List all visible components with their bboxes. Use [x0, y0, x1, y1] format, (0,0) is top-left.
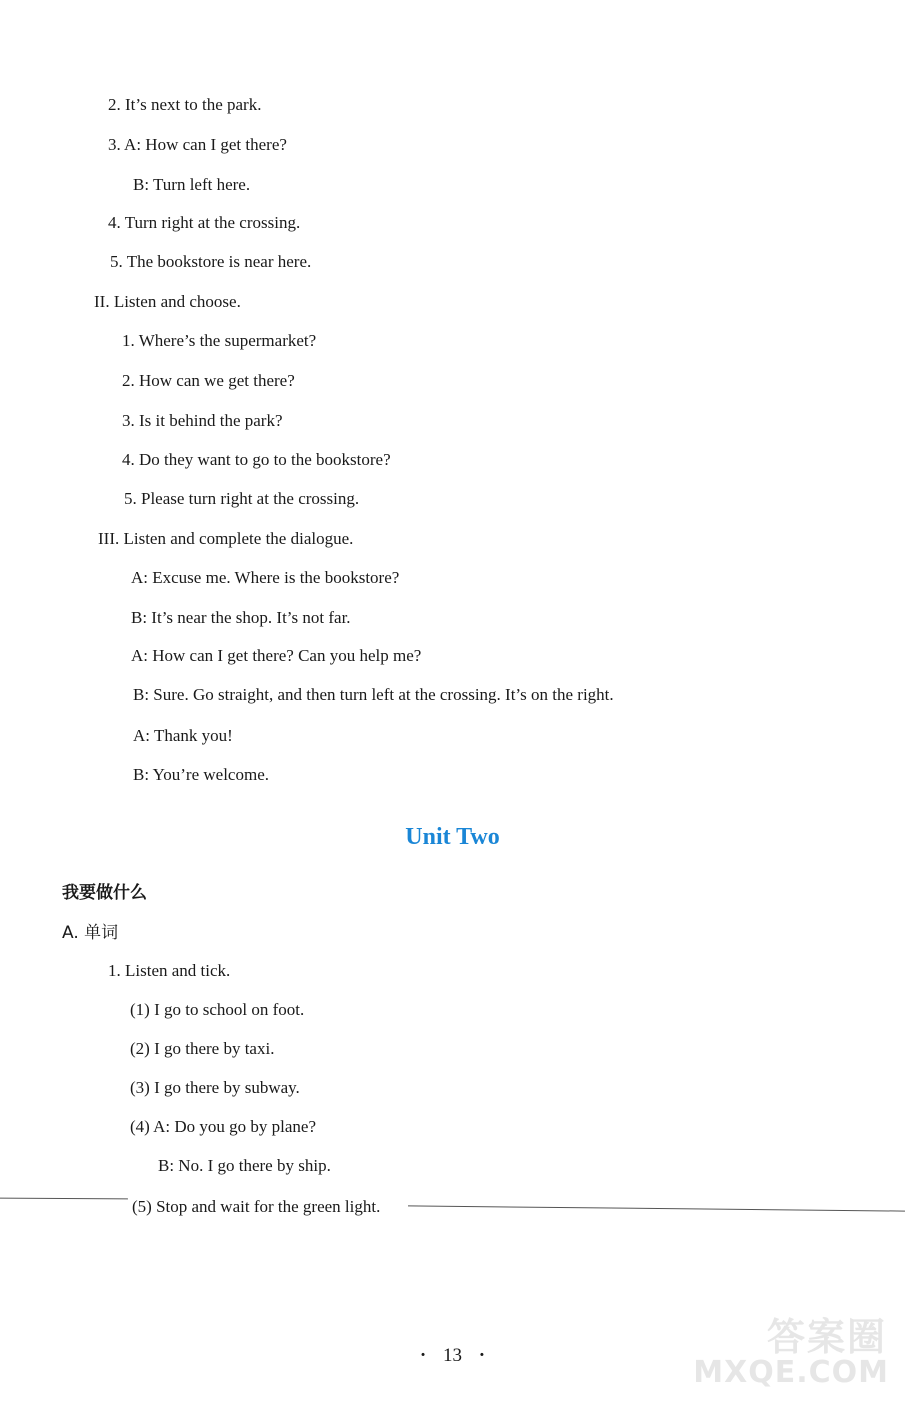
list-item: 3. A: How can I get there?	[108, 135, 287, 154]
cut-line-left	[0, 1198, 128, 1200]
list-item: 4. Do they want to go to the bookstore?	[122, 450, 391, 469]
list-item: (3) I go there by subway.	[130, 1078, 300, 1097]
list-item: 5. The bookstore is near here.	[110, 252, 312, 271]
list-item: (4) A: Do you go by plane?	[130, 1117, 317, 1136]
list-item: (2) I go there by taxi.	[130, 1039, 275, 1058]
section-label: 我要做什么	[62, 883, 147, 903]
watermark	[693, 1302, 893, 1392]
unit-title: Unit Two	[405, 824, 500, 850]
list-item: B: Turn left here.	[133, 175, 251, 194]
list-item: 2. It’s next to the park.	[108, 95, 262, 114]
list-item: (1) I go to school on foot.	[130, 1000, 305, 1019]
page-dot-right: ·	[478, 1345, 486, 1366]
dialogue-line: B: It’s near the shop. It’s not far.	[131, 608, 351, 627]
list-item: (5) Stop and wait for the green light.	[132, 1197, 381, 1216]
dialogue-line: B: You’re welcome.	[133, 765, 269, 784]
list-item: 5. Please turn right at the crossing.	[124, 489, 360, 508]
list-item: B: No. I go there by ship.	[158, 1156, 331, 1175]
section-heading: III. Listen and complete the dialogue.	[98, 529, 354, 548]
list-item: 2. How can we get there?	[122, 371, 295, 390]
list-item: 4. Turn right at the crossing.	[108, 213, 301, 232]
page-dot-left: ·	[419, 1345, 427, 1366]
watermark-bottom: MXQE.COM	[693, 1355, 889, 1390]
watermark-top: 答案圈	[766, 1315, 887, 1359]
section-heading: II. Listen and choose.	[94, 292, 241, 311]
dialogue-line: B: Sure. Go straight, and then turn left at the crossing. It’s on the right.	[133, 685, 614, 704]
part-a-label: A. 单词	[62, 923, 119, 943]
list-item: 1. Where’s the supermarket?	[122, 331, 317, 350]
part-label	[62, 922, 118, 944]
list-item: 3. Is it behind the park?	[122, 411, 283, 430]
task-heading: 1. Listen and tick.	[108, 961, 231, 980]
dialogue-line: A: Excuse me. Where is the bookstore?	[131, 568, 400, 587]
cut-line-right	[408, 1205, 905, 1211]
page-number-value: 13	[443, 1345, 462, 1366]
dialogue-line: A: Thank you!	[133, 726, 233, 745]
dialogue-line: A: How can I get there? Can you help me?	[131, 646, 422, 665]
